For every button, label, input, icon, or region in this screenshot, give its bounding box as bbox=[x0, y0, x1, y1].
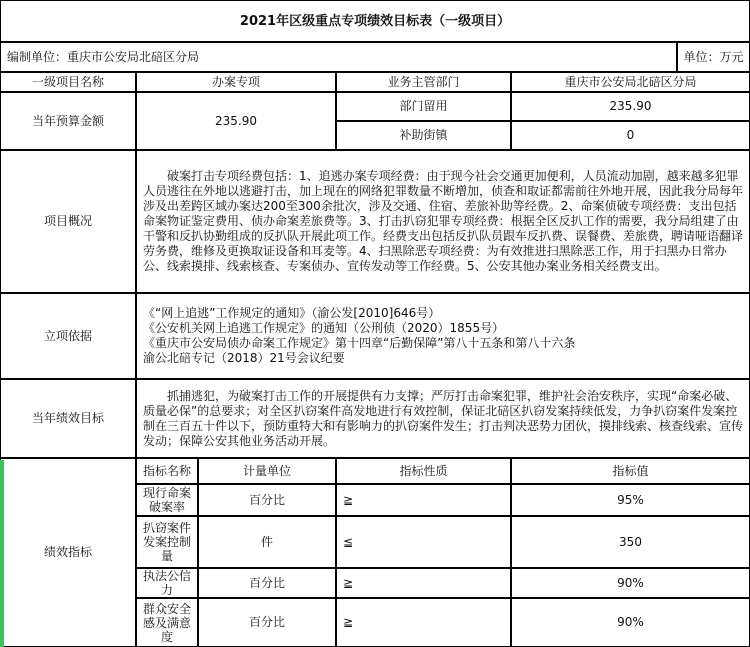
budget-row-value: 0 bbox=[511, 121, 750, 150]
basis-label: 立项依据 bbox=[0, 293, 136, 379]
header-dept-value: 重庆市公安局北碚区分局 bbox=[511, 72, 750, 92]
indicator-header-nature: 指标性质 bbox=[336, 458, 511, 484]
overview-text-cell bbox=[136, 150, 750, 293]
unit-label: 单位：万元 bbox=[677, 42, 750, 72]
indicator-name: 现行命案破案率 bbox=[136, 484, 198, 516]
budget-row-value: 235.90 bbox=[511, 92, 750, 121]
basis-text-cell bbox=[136, 293, 750, 379]
org-label: 编制单位：重庆市公安局北碚区分局 bbox=[0, 42, 677, 72]
page-title: 2021年区级重点专项绩效目标表（一级项目） bbox=[0, 0, 750, 42]
indicator-unit: 百分比 bbox=[198, 598, 336, 647]
indicator-nature: ≧ bbox=[336, 484, 511, 516]
indicator-value: 350 bbox=[511, 516, 750, 568]
indicator-name: 扒窃案件发案控制量 bbox=[136, 516, 198, 568]
budget-total: 235.90 bbox=[136, 92, 336, 150]
header-project-name-value: 办案专项 bbox=[136, 72, 336, 92]
overview-label: 项目概况 bbox=[0, 150, 136, 293]
goal-text: 抓捕逃犯，为破案打击工作的开展提供有力支撑；严厉打击命案犯罪，维护社会治安秩序，实现“命案必破、质量必保”的总要求；对全区扒窃案件高发地进行有效控制，保证北碚区扒窃发案持续低发，力争扒窃案件发案控制在三百五十件以下，预防重特大和有影响力的扒窃案件发生；打击判决恶势力团伙，摸排线索、核查线索、宣传发动；保障公安其他业务活动开展。 bbox=[143, 388, 744, 448]
indicator-header-unit: 计量单位 bbox=[198, 458, 336, 484]
indicator-name: 执法公信力 bbox=[136, 568, 198, 598]
overview-text: 破案打击专项经费包括：1、追逃办案专项经费：由于现今社会交通更加便利，人员流动加剧，越来越多犯罪人员逃往在外地以逃避打击，加上现在的网络犯罪数量不断增加，侦查和取证都需前往外地开展，因此我分局每年涉及出差跨区域办案达200至300余批次，涉及交通、住宿、差旅补助等经费。2、命案侦破专项经费：支出包括命案物证鉴定费用、侦办命案差旅费等。3、打击扒窃犯罪专项经费：根据全区反扒工作的需要，我分局组建了由干警和反扒协勤组成的反扒队开展此项工作。经费支出包括反扒队员跟车反扒费、误餐费、差旅费，聘请哑语翻译劳务费，维修及更换取证设备和耳麦等。4、扫黑除恶专项经费：为有效推进扫黑除恶工作，用于扫黑办日常办公、线索摸排、线索核查、专案侦办、宣传发动等工作经费。5、公安其他办案业务相关经费支出。 bbox=[143, 169, 744, 273]
indicator-nature: ≧ bbox=[336, 598, 511, 647]
indicator-header-value: 指标值 bbox=[511, 458, 750, 484]
indicators-label: 绩效指标 bbox=[0, 458, 136, 647]
goal-text-cell bbox=[136, 379, 750, 458]
indicator-value: 95% bbox=[511, 484, 750, 516]
indicator-nature: ≧ bbox=[336, 568, 511, 598]
indicator-value: 90% bbox=[511, 568, 750, 598]
basis-line: 《公安机关网上追逃工作规定》的通知（公刑侦（2020）1855号） bbox=[143, 321, 505, 335]
indicator-unit: 百分比 bbox=[198, 568, 336, 598]
indicator-unit: 百分比 bbox=[198, 484, 336, 516]
budget-row-label: 补助街镇 bbox=[336, 121, 511, 150]
indicator-unit: 件 bbox=[198, 516, 336, 568]
basis-line: 渝公北碚专记（2018）21号会议纪要 bbox=[143, 351, 345, 365]
goal-label: 当年绩效目标 bbox=[0, 379, 136, 458]
indicator-name: 群众安全感及满意度 bbox=[136, 598, 198, 647]
row-selection-marker bbox=[0, 460, 4, 647]
budget-row-label: 部门留用 bbox=[336, 92, 511, 121]
basis-line: 《“网上追逃”工作规定的通知》（渝公发[2010]646号） bbox=[143, 306, 441, 320]
indicator-value: 90% bbox=[511, 598, 750, 647]
budget-label: 当年预算金额 bbox=[0, 92, 136, 150]
indicator-nature: ≦ bbox=[336, 516, 511, 568]
header-project-name-label: 一级项目名称 bbox=[0, 72, 136, 92]
indicator-header-name: 指标名称 bbox=[136, 458, 198, 484]
header-dept-label: 业务主管部门 bbox=[336, 72, 511, 92]
basis-line: 《重庆市公安局侦办命案工作规定》第十四章“后勤保障”第八十五条和第八十六条 bbox=[143, 336, 576, 350]
